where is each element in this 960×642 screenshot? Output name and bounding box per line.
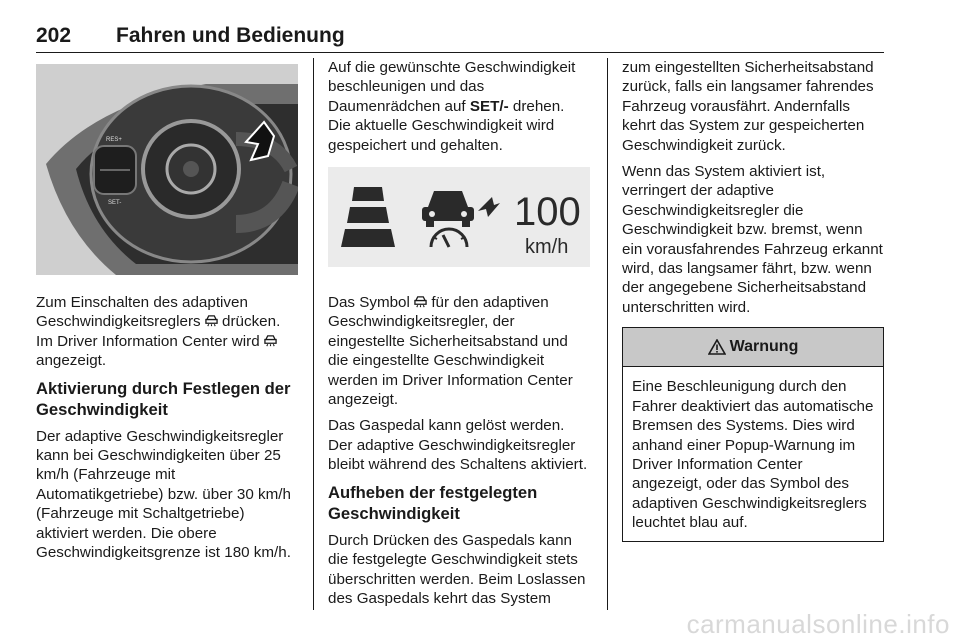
driver-information-center-image: [328, 167, 590, 267]
warning-title: Warnung: [729, 338, 799, 356]
set-speed-value: 100: [514, 190, 581, 235]
chapter-title: Fahren und Bedienung: [116, 24, 345, 47]
warning-triangle-icon: [708, 339, 726, 355]
set-button-label: SET/-: [469, 97, 509, 115]
adaptive-cruise-icon: [414, 295, 427, 308]
column-2: [328, 58, 590, 615]
column-divider: [607, 58, 608, 610]
warning-body: [623, 367, 883, 540]
column-divider: [313, 58, 314, 610]
page-number: 202: [36, 24, 72, 47]
warning-header: [623, 328, 883, 367]
column-3: [622, 58, 884, 542]
res-label: RES+: [106, 137, 122, 143]
section-heading: Aktivierung durch Festlegen der Geschwindigkeit: [36, 378, 291, 419]
adaptive-cruise-icon: [264, 334, 277, 347]
warning-box: [622, 327, 884, 541]
paragraph: Der adaptive Geschwindigkeitsregler kann bei Geschwindigkeiten über 25 km/h (Fahrzeuge mit Automatikgetriebe) bzw. über 30 km/h (Fahrzeuge mit Schaltgetriebe) aktiviert werden. Die obere Geschwindigkeitsgrenze ist 180 km/h.: [36, 427, 291, 562]
speed-unit: km/h: [525, 236, 569, 259]
watermark: carmanualsonline.info: [686, 609, 950, 639]
paragraph: Das Gaspedal kann gelöst werden. Der adaptive Geschwindigkeitsregler bleibt während des Schaltens aktiviert.: [328, 417, 588, 474]
paragraph: zum eingestellten Sicherheitsabstand zurück, falls ein langsamer fahrendes Fahrzeug vorausfährt. Andernfalls kehrt das System zur gespeicherten Geschwindigkeit zurück.: [622, 59, 874, 154]
adaptive-cruise-icon: [205, 314, 218, 327]
paragraph: Durch Drücken des Gaspedals kann die festgelegte Geschwindigkeit stets überschritten werden. Beim Loslassen des Gaspedals kehrt das System: [328, 531, 586, 607]
paragraph: Auf die gewünschte Geschwindigkeit beschleunigen und das Daumenrädchen auf SET/- drehen. Die aktuelle Geschwindigkeit wird gespeichert und gehalten.: [328, 59, 576, 154]
paragraph: Das Symbol für den adaptiven Geschwindigkeitsregler, der eingestellte Sicherheitsabstand und die eingestellte Geschwindigkeit werden im Driver Information Center angezeigt.: [328, 294, 573, 409]
warning-text: Eine Beschleunigung durch den Fahrer deaktiviert das automatische Bremsen des Systems. Dies wird anhand einer Popup-Warnung im Driver Information Center angezeigt, oder das Symbol des adaptiven Geschwindigkeitsreglers leuchtet blau auf.: [632, 378, 874, 532]
section-heading: Aufheben der festgelegten Geschwindigkeit: [328, 482, 538, 523]
steering-wheel-controls-image: [36, 64, 298, 275]
image-caption: Zum Einschalten des adaptiven Geschwindigkeitsreglers drücken. Im Driver Information Center wird angezeigt.: [36, 294, 281, 370]
column-1: [36, 58, 298, 569]
set-label: SET-: [108, 200, 122, 206]
paragraph: Wenn das System aktiviert ist, verringert der adaptive Geschwindigkeitsregler die Geschwindigkeit bzw. bremst, wenn ein vorausfahrendes Fahrzeug erkannt wird, das langsamer fährt, bzw. wenn der angegebene Sicherheitsabstand unterschritten wird.: [622, 163, 883, 316]
page-header: [36, 22, 884, 53]
